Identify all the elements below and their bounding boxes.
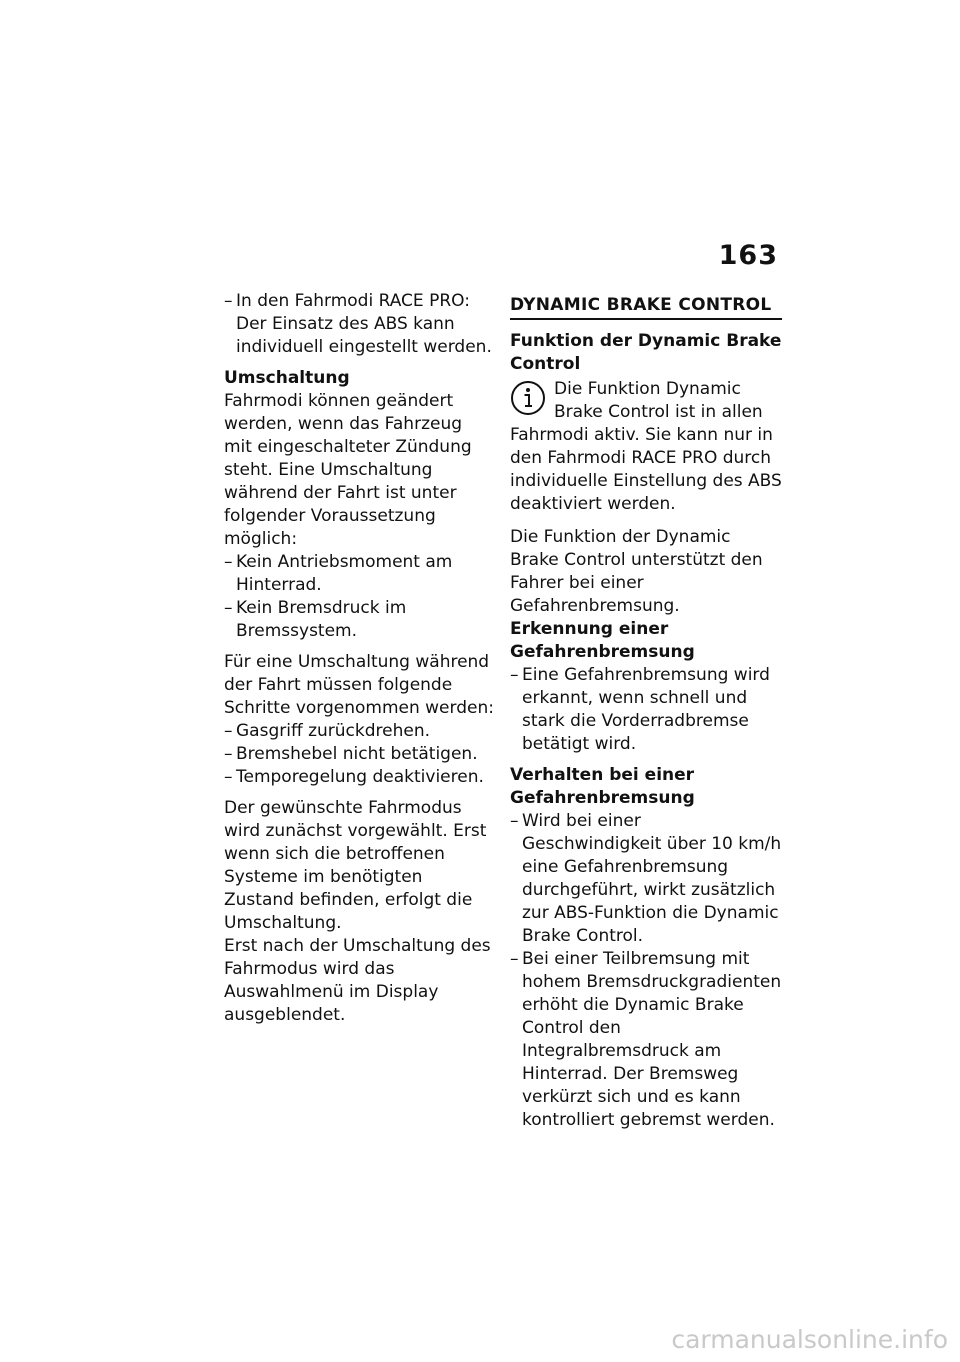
list-item: – Bremshebel nicht betätigen. xyxy=(224,743,494,766)
list-item: – Gasgriff zurückdrehen. xyxy=(224,720,494,743)
heading-umschaltung: Umschaltung xyxy=(224,368,350,388)
list-item: – Temporegelung deaktivieren. xyxy=(224,766,494,789)
heading-funktion: Funktion der Dynamic Brake Control xyxy=(510,331,782,374)
info-icon xyxy=(510,380,546,416)
list-race-pro xyxy=(224,290,494,359)
info-note xyxy=(510,378,782,516)
auswahlmenue-text: Erst nach der Umschaltung des Fahrmodus wird das Auswahlmenü im Display ausgeblendet. xyxy=(224,936,491,1025)
page-number: 163 xyxy=(718,240,778,271)
list-item: – In den Fahrmodi RACE PRO: Der Einsatz des ABS kann individuell eingestellt werden. xyxy=(224,290,494,359)
list-voraussetzung xyxy=(224,551,494,643)
section-title: DYNAMIC BRAKE CONTROL xyxy=(510,294,782,320)
umschaltung-text: Fahrmodi können geändert werden, wenn das Fahrzeug mit eingeschalteter Zündung steht. Eine Umschaltung während der Fahrt ist unter folgender Voraussetzung möglich: xyxy=(224,391,472,549)
right-column xyxy=(510,290,782,1140)
heading-erkennung: Erkennung einer Gefahrenbremsung xyxy=(510,619,695,662)
list-verhalten xyxy=(510,810,782,1132)
list-item: – Eine Gefahrenbremsung wird erkannt, wenn schnell und stark die Vorderradbremse betätigt wird. xyxy=(510,664,782,756)
list-item: – Kein Bremsdruck im Bremssystem. xyxy=(224,597,494,643)
heading-verhalten: Verhalten bei einer Gefahrenbremsung xyxy=(510,765,695,808)
list-item: – Bei einer Teilbremsung mit hohem Bremsdruckgradienten erhöht die Dynamic Brake Control den Integralbremsdruck am Hinterrad. Der Bremsweg verkürzt sich und es kann kontrolliert gebremst werden. xyxy=(510,948,782,1132)
list-schritte xyxy=(224,720,494,789)
funktion-text: Die Funktion der Dynamic Brake Control unterstützt den Fahrer bei einer Gefahrenbremsung. xyxy=(510,527,763,616)
list-item: – Wird bei einer Geschwindigkeit über 10 km/h eine Gefahrenbremsung durchgeführt, wirkt zusätzlich zur ABS-Funktion die Dynamic Brake Control. xyxy=(510,810,782,948)
watermark: carmanualsonline.info xyxy=(671,1325,948,1354)
schritte-text: Für eine Umschaltung während der Fahrt müssen folgende Schritte vorgenommen werden: xyxy=(224,652,494,718)
list-erkennung xyxy=(510,664,782,756)
list-item: – Kein Antriebsmoment am Hinterrad. xyxy=(224,551,494,597)
left-column xyxy=(224,290,494,1035)
fahrmodus-text: Der gewünschte Fahrmodus wird zunächst vorgewählt. Erst wenn sich die betroffenen Systeme im benötigten Zustand befinden, erfolgt die Umschaltung. xyxy=(224,798,487,933)
info-text: Die Funktion Dynamic Brake Control ist in allen Fahrmodi aktiv. Sie kann nur in den Fahrmodi RACE PRO durch individuelle Einstellung des ABS deaktiviert werden. xyxy=(510,379,782,514)
